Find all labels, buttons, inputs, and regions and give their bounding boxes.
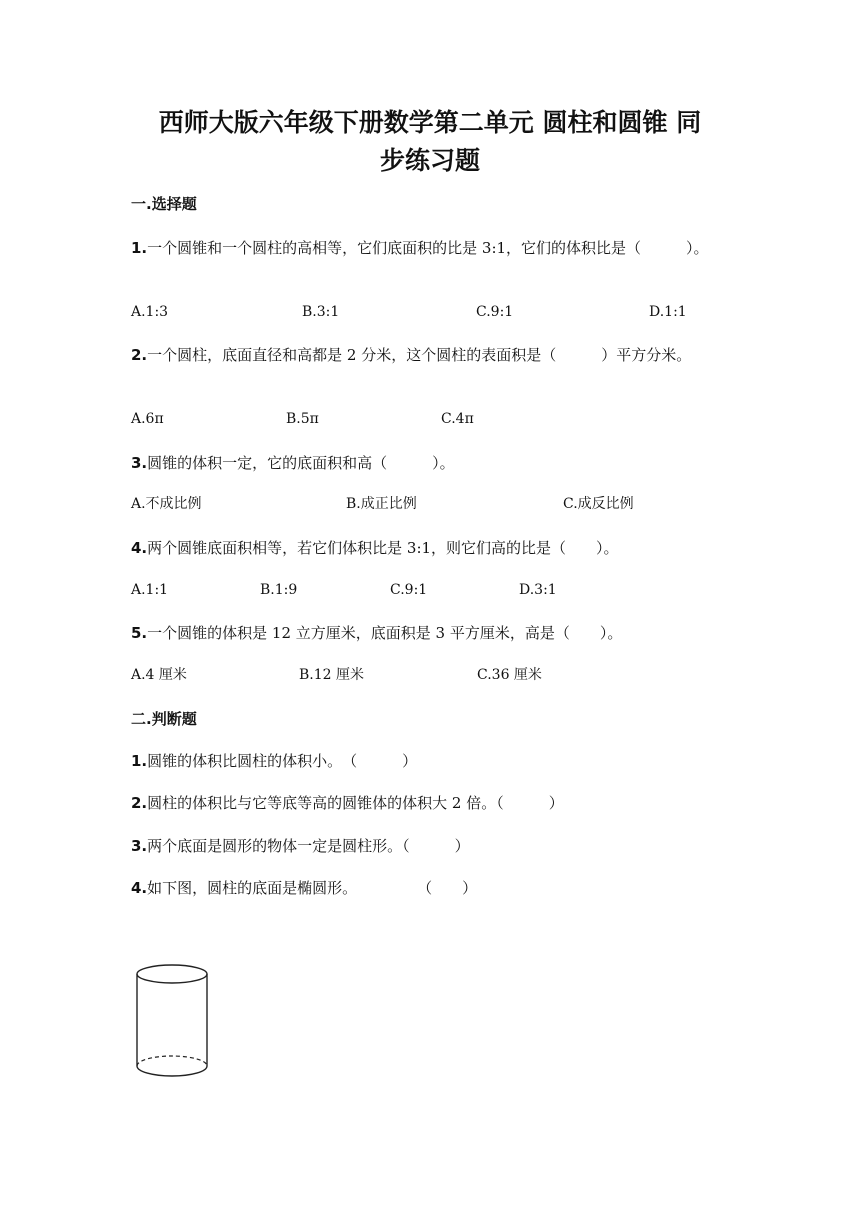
option-c[interactable]: C.36 厘米	[477, 667, 542, 683]
question-1-2	[131, 343, 731, 367]
question-number: 4.	[131, 879, 148, 897]
question-text: 圆锥的体积比圆柱的体积小。 （ ）	[147, 752, 418, 770]
option-b[interactable]: B.5π	[286, 411, 319, 427]
question-number: 3.	[131, 454, 148, 472]
question-text: 一个圆锥的体积是 12 立方厘米，底面积是 3 平方厘米，高是（ ）。	[147, 624, 623, 642]
question-text: 如下图，圆柱的底面是椭圆形。 （ ）	[147, 879, 478, 897]
page-title-line-1: 西师大版六年级下册数学第二单元 圆柱和圆锥 同	[158, 108, 702, 137]
question-number: 1.	[131, 239, 148, 257]
section-heading-judgement: 二.判断题	[131, 710, 197, 728]
question-text: 圆锥的体积一定，它的底面积和高（ ）。	[147, 454, 455, 472]
option-a[interactable]: A.4 厘米	[131, 667, 187, 683]
question-2-1	[131, 749, 731, 773]
option-d[interactable]: D.1:1	[649, 304, 687, 320]
question-text: 一个圆锥和一个圆柱的高相等，它们底面积的比是 3:1，它们的体积比是（ ）。	[147, 239, 709, 257]
question-2-4	[131, 876, 731, 900]
question-1-1	[131, 236, 731, 260]
question-number: 3.	[131, 837, 148, 855]
option-d[interactable]: D.3:1	[519, 582, 557, 598]
question-number: 2.	[131, 794, 148, 812]
section-heading-choice: 一.选择题	[131, 195, 197, 213]
question-1-5	[131, 621, 731, 645]
option-b[interactable]: B.1:9	[260, 582, 298, 598]
option-a[interactable]: A.1:1	[131, 582, 169, 598]
question-text: 两个底面是圆形的物体一定是圆柱形。（ ）	[147, 837, 470, 855]
question-text: 圆柱的体积比与它等底等高的圆锥体的体积大 2 倍。（ ）	[147, 794, 564, 812]
question-1-3	[131, 451, 731, 475]
option-c[interactable]: C.9:1	[476, 304, 514, 320]
option-a[interactable]: A.6π	[131, 411, 164, 427]
option-c[interactable]: C.4π	[441, 411, 474, 427]
question-2-2	[131, 791, 731, 815]
question-number: 5.	[131, 624, 148, 642]
question-number: 1.	[131, 752, 148, 770]
option-c[interactable]: C.成反比例	[563, 496, 634, 512]
option-a[interactable]: A.不成比例	[131, 496, 202, 512]
question-number: 4.	[131, 539, 148, 557]
option-b[interactable]: B.成正比例	[346, 496, 417, 512]
question-text: 两个圆锥底面积相等，若它们体积比是 3:1，则它们高的比是（ ）。	[147, 539, 619, 557]
page-title	[60, 104, 800, 180]
page-title-line-2: 步练习题	[379, 146, 480, 175]
option-c[interactable]: C.9:1	[390, 582, 428, 598]
option-b[interactable]: B.3:1	[302, 304, 340, 320]
option-b[interactable]: B.12 厘米	[299, 667, 365, 683]
cylinder-figure	[130, 960, 220, 1089]
question-number: 2.	[131, 346, 148, 364]
question-2-3	[131, 834, 731, 858]
question-1-4	[131, 536, 731, 560]
option-a[interactable]: A.1:3	[131, 304, 169, 320]
cylinder-icon	[130, 960, 220, 1085]
question-text: 一个圆柱，底面直径和高都是 2 分米，这个圆柱的表面积是（ ）平方分米。	[147, 346, 692, 364]
